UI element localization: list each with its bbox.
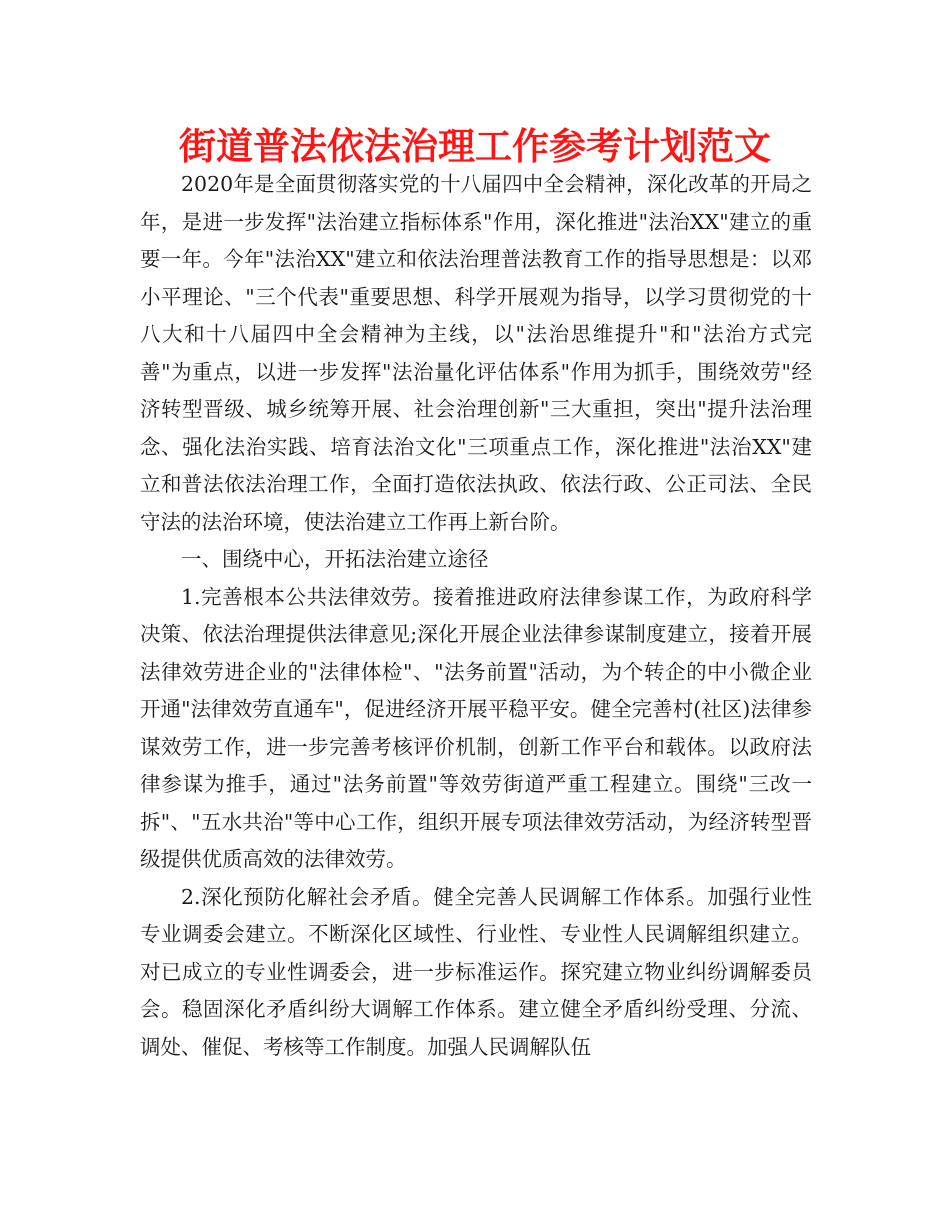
section-heading: 一、围绕中心，开拓法治建立途径 [181, 547, 489, 571]
paragraph-intro: 2020年是全面贯彻落实党的十八届四中全会精神，深化改革的开局之年，是进一步发挥"法治建立指标体系"作用，深化推进"法治XX"建立的重要一年。今年"法治XX"建立和依法治理普法教育工作的指导思想是：以邓小平理论、"三个代表"重要思想、科学开展观为指导，以学习贯彻党的十八大和十八届四中全会精神为主线，以"法治思维提升"和"法治方式完善"为重点，以进一步发挥"法治量化评估体系"作用为抓手，围绕效劳"经济转型晋级、城乡统筹开展、社会治理创新"三大重担，突出"提升法治理念、强化法治实践、培育法治文化"三项重点工作，深化推进"法治XX"建立和普法依法治理工作，全面打造依法执政、依法行政、公正司法、全民守法的法治环境，使法治建立工作再上新台阶。 [140, 172, 812, 534]
paragraph-item-2: 2.深化预防化解社会矛盾。健全完善人民调解工作体系。加强行业性专业调委会建立。不断深化区域性、行业性、专业性人民调解组织建立。对已成立的专业性调委会，进一步标准运作。探究建立物业纠纷调解委员会。稳固深化矛盾纠纷大调解工作体系。建立健全矛盾纠纷受理、分流、调处、催促、考核等工作制度。加强人民调解队伍 [140, 884, 812, 1059]
document-body [140, 166, 812, 1066]
document-title: 街道普法依法治理工作参考计划范文 [179, 124, 771, 168]
paragraph-item-1: 1.完善根本公共法律效劳。接着推进政府法律参谋工作，为政府科学决策、依法治理提供法律意见;深化开展企业法律参谋制度建立，接着开展法律效劳进企业的"法律体检"、"法务前置"活动，为个转企的中小微企业开通"法律效劳直通车"，促进经济开展平稳平安。健全完善村(社区)法律参谋效劳工作，进一步完善考核评价机制，创新工作平台和载体。以政府法律参谋为推手，通过"法务前置"等效劳街道严重工程建立。围绕"三改一拆"、"五水共治"等中心工作，组织开展专项法律效劳活动，为经济转型晋级提供优质高效的法律效劳。 [140, 584, 812, 871]
